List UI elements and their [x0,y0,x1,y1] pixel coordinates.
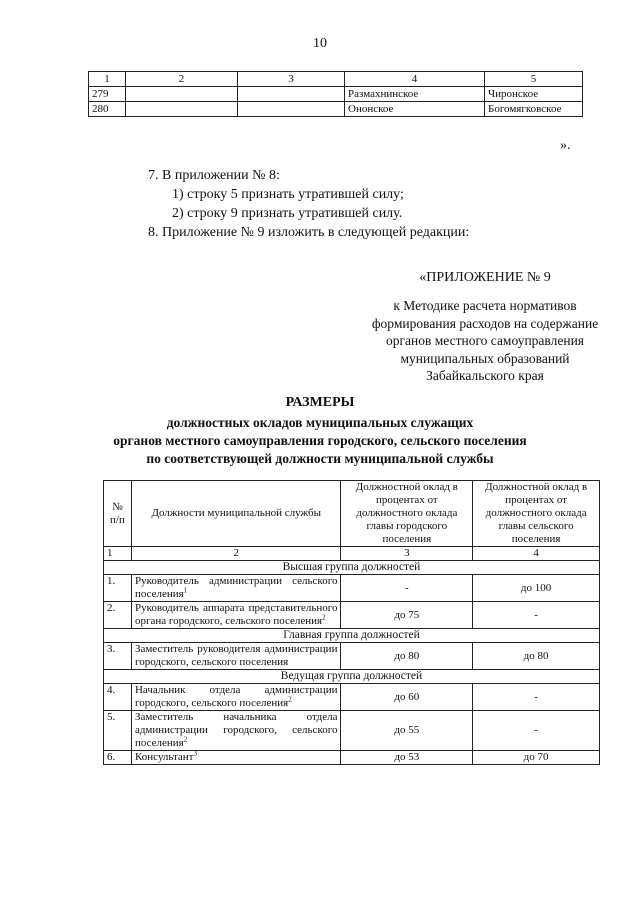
row-number: 4. [104,684,132,711]
position-text: Начальник отдела администрации городского, сельского поселения [134,684,338,709]
appendix-title: «ПРИЛОЖЕНИЕ № 9 [419,270,551,285]
table-row [104,602,600,629]
footnote-mark: 2 [288,695,292,704]
position-name [131,602,341,629]
column-number: 4 [473,547,600,561]
position-text: Заместитель начальника отдела администрации городского, сельского поселения [134,711,338,749]
item-7-2: 2) строку 9 признать утратившей силу. [172,206,403,221]
header-cell: 3 [238,72,345,87]
group-label: Главная группа должностей [104,629,600,643]
table-header-row [89,72,583,87]
group-row [104,629,600,643]
footnote-mark: 3 [193,749,197,758]
row-number: 3. [104,643,132,670]
position-name [131,684,341,711]
item-8: 8. Приложение № 9 изложить в следующей редакции: [148,225,470,240]
urban-value: до 60 [341,684,473,711]
column-number: 1 [104,547,132,561]
table-cell: 280 [89,102,126,117]
header-cell-number: № п/п [104,481,132,547]
heading-line-2: должностных окладов муниципальных служащих [166,415,474,430]
footnote-mark: 2 [322,613,326,622]
header-cell: 2 [126,72,238,87]
position-name [131,711,341,751]
position-name [131,643,341,670]
position-text: Руководитель аппарата представительного органа городского, сельского поселения [134,602,338,627]
header-cell-position: Должности муниципальной службы [131,481,341,547]
settlements-table [88,71,583,117]
column-numbers-row [104,547,600,561]
header-cell: 5 [485,72,583,87]
row-number: 6. [104,751,132,765]
position-text: Заместитель руководителя администрации городского, сельского поселения [134,643,338,668]
position-name [131,575,341,602]
row-number: 1. [104,575,132,602]
position-text: Руководитель администрации сельского поселения [134,575,338,600]
table-row [89,102,583,117]
urban-value: до 53 [341,751,473,765]
page-number: 10 [313,36,327,51]
urban-value: - [341,575,473,602]
urban-value: до 75 [341,602,473,629]
table-cell: Размахнинское [345,87,485,102]
header-cell: 4 [345,72,485,87]
column-number: 2 [131,547,341,561]
header-cell: 1 [89,72,126,87]
table-row [104,643,600,670]
group-row [104,670,600,684]
header-cell-urban: Должностной оклад в процентах от должностного оклада главы городского поселения [341,481,473,547]
group-label: Ведущая группа должностей [104,670,600,684]
group-row [104,561,600,575]
rural-value: - [473,711,600,751]
table-cell: Чиронское [485,87,583,102]
table-cell [238,87,345,102]
table-cell: Богомягковское [485,102,583,117]
table-cell: Ононское [345,102,485,117]
table-row [104,575,600,602]
table-cell: 279 [89,87,126,102]
item-7-1: 1) строку 5 признать утратившей силу; [172,187,404,202]
row-number: 5. [104,711,132,751]
rural-value: до 70 [473,751,600,765]
position-name [131,751,341,765]
heading-title: РАЗМЕРЫ [285,395,355,410]
position-text: Консультант [134,751,194,763]
table-cell [238,102,345,117]
rural-value: - [473,684,600,711]
column-number: 3 [341,547,473,561]
salary-table [103,480,600,765]
closing-quote: ». [560,138,571,153]
heading-line-3: органов местного самоуправления городского, сельского поселения [113,433,527,448]
rural-value: до 80 [473,643,600,670]
table-row [104,684,600,711]
table-cell [126,102,238,117]
row-number: 2. [104,602,132,629]
header-cell-rural: Должностной оклад в процентах от должностного оклада главы сельского поселения [473,481,600,547]
rural-value: - [473,602,600,629]
footnote-mark: 1 [183,586,188,595]
urban-value: до 55 [341,711,473,751]
footnote-mark: 2 [183,735,188,744]
table-cell [126,87,238,102]
table-header-row [104,481,600,547]
rural-value: до 100 [473,575,600,602]
appendix-subtitle: к Методике расчета нормативов формирования расходов на содержание органов местного самоуправления муниципальных образований Забайкальского края [371,298,599,383]
table-row [104,751,600,765]
group-label: Высшая группа должностей [104,561,600,575]
table-row [89,87,583,102]
heading-line-4: по соответствующей должности муниципальной службы [146,451,494,466]
table-row [104,711,600,751]
item-7: 7. В приложении № 8: [148,168,280,183]
urban-value: до 80 [341,643,473,670]
